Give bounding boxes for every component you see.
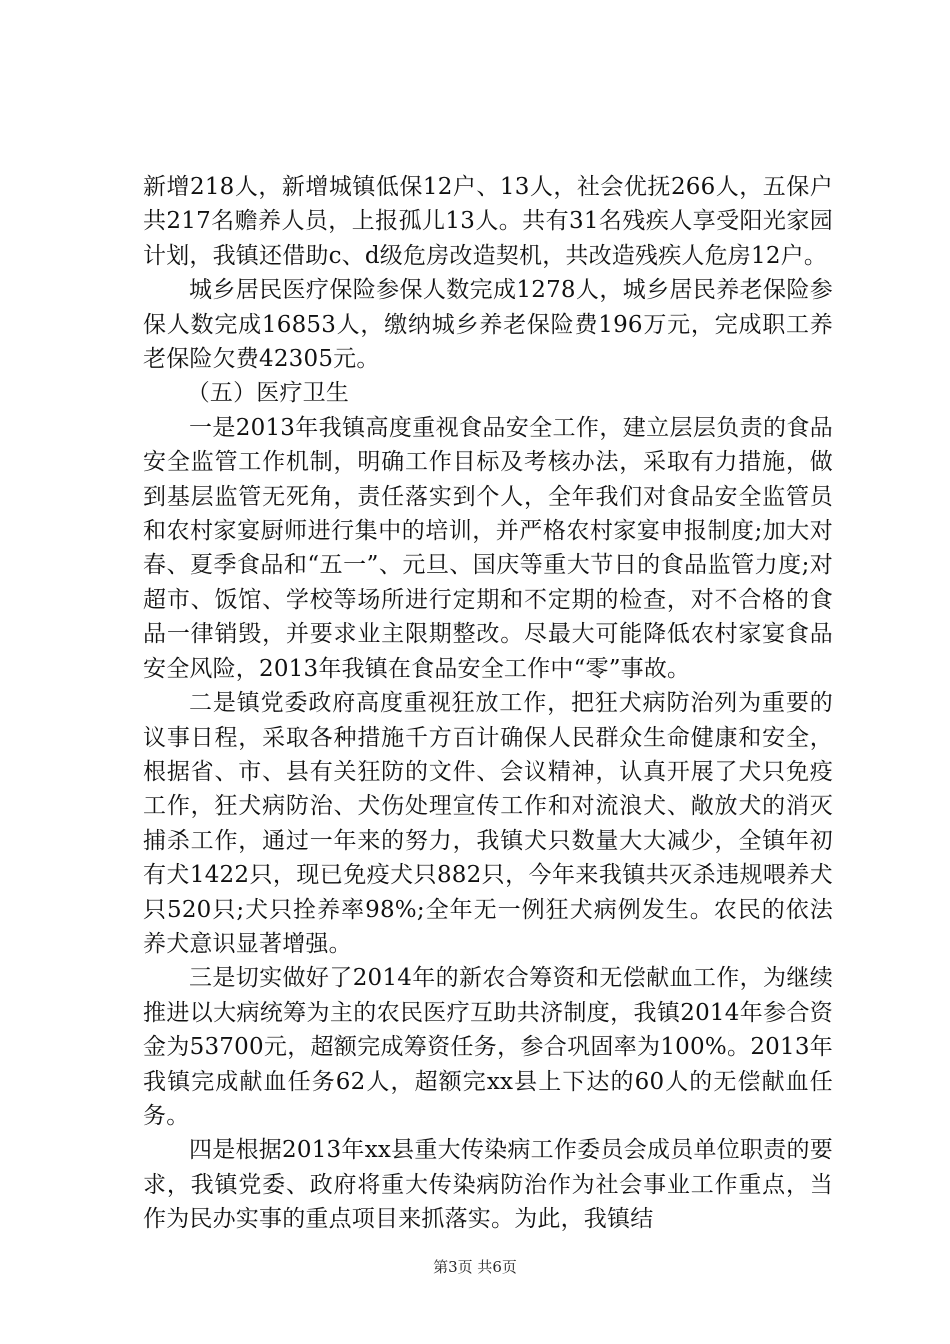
paragraph-infectious-disease: 四是根据2013年xx县重大传染病工作委员会成员单位职责的要求，我镇党委、政府将重大传染病防治作为社会事业工作重点，当作为民办实事的重点项目来抓落实。为此，我镇结 (143, 1137, 833, 1233)
document-body (143, 170, 833, 1237)
paragraph-rabies-control: 二是镇党委政府高度重视狂放工作，把狂犬病防治列为重要的议事日程，采取各种措施千方百计确保人民群众生命健康和安全，根据省、市、县有关狂防的文件、会议精神，认真开展了犬只免疫工作，狂犬病防治、犬伤处理宣传工作和对流浪犬、敞放犬的消灭捕杀工作，通过一年来的努力，我镇犬只数量大大减少，全镇年初有犬1422只，现已免疫犬只882只，今年来我镇共灭杀违规喂养犬只520只;犬只拴养率98%;全年无一例狂犬病例发生。农民的依法养犬意识显著增强。 (143, 690, 833, 957)
paragraph-insurance: 城乡居民医疗保险参保人数完成1278人，城乡居民养老保险参保人数完成16853人，缴纳城乡养老保险费196万元，完成职工养老保险欠费42305元。 (143, 277, 833, 373)
paragraph-social-assistance: 新增218人，新增城镇低保12户、13人，社会优抚266人，五保户共217名赡养人员，上报孤儿13人。共有31名残疾人享受阳光家园计划，我镇还借助c、d级危房改造契机，共改造残疾人危房12户。 (143, 174, 833, 269)
page-total: 共6页 (477, 1258, 517, 1276)
section-heading-medical: （五）医疗卫生 (186, 380, 350, 407)
page-number: 第3页 (433, 1258, 473, 1276)
paragraph-food-safety: 一是2013年我镇高度重视食品安全工作，建立层层负责的食品安全监管工作机制，明确工作目标及考核办法，采取有力措施，做到基层监管无死角，责任落实到个人，全年我们对食品安全监管员和农村家宴厨师进行集中的培训，并严格农村家宴申报制度;加大对春、夏季食品和“五一”、元旦、国庆等重大节日的食品监管力度;对超市、饭馆、学校等场所进行定期和不定期的检查，对不合格的食品一律销毁，并要求业主限期整改。尽最大可能降低农村家宴食品安全风险，2013年我镇在食品安全工作中“零”事故。 (143, 414, 833, 682)
paragraph-rural-cooperative: 三是切实做好了2014年的新农合筹资和无偿献血工作，为继续推进以大病统筹为主的农民医疗互助共济制度，我镇2014年参合资金为53700元，超额完成筹资任务，参合巩固率为100%。2013年我镇完成献血任务62人，超额完xx县上下达的60人的无偿献血任务。 (143, 965, 833, 1129)
page-footer (0, 1256, 950, 1277)
